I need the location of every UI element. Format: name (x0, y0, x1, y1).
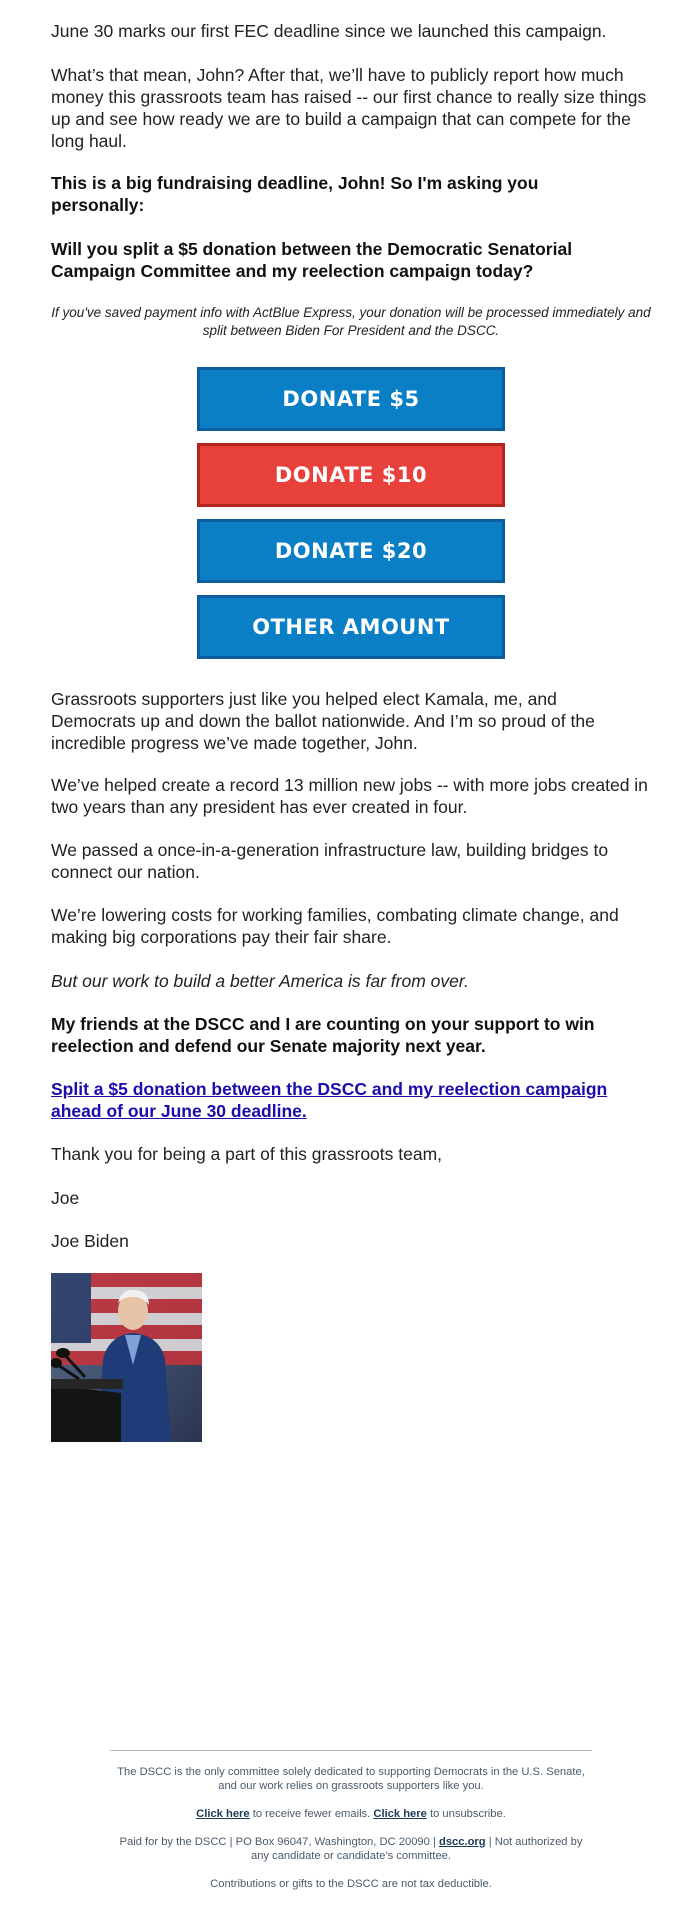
footer-tax-note: Contributions or gifts to the DSCC are not tax deductible. (210, 1878, 492, 1890)
signature-full-name: Joe Biden (51, 1231, 129, 1251)
counting-on-support-paragraph: My friends at the DSCC and I are counting on your support to win reelection and defend our Senate majority next year. (51, 1014, 595, 1056)
grassroots-paragraph: Grassroots supporters just like you helped elect Kamala, me, and Democrats up and down the ballot nationwide. And I’m so proud of the incredible progress we’ve made together, John. (51, 689, 595, 753)
fewer-emails-text: to receive fewer emails. (249, 1808, 374, 1820)
intro-paragraph: June 30 marks our first FEC deadline since we launched this campaign. (51, 21, 607, 41)
actblue-express-note: If you've saved payment info with ActBlue Express, your donation will be processed immediately and split between Biden For President and the DSCC. (51, 305, 651, 338)
not-authorized-text: | Not authorized by any candidate or candidate’s committee. (250, 1836, 583, 1862)
split-donation-link[interactable]: Split a $5 donation between the DSCC and my reelection campaign ahead of our June 30 deadline. (51, 1079, 608, 1121)
big-deadline-heading: This is a big fundraising deadline, John! So I'm asking you personally: (51, 173, 539, 215)
footer-paid-for (110, 1835, 592, 1863)
infrastructure-paragraph: We passed a once-in-a-generation infrastructure law, building bridges to connect our nation. (51, 840, 609, 882)
donation-ask-heading: Will you split a $5 donation between the Democratic Senatorial Campaign Committee and my reelection campaign today? (51, 239, 573, 281)
jobs-paragraph: We’ve helped create a record 13 million new jobs -- with more jobs created in two years than any president has ever created in four. (51, 775, 648, 817)
thanks-paragraph: Thank you for being a part of this grassroots team, (51, 1144, 443, 1164)
donate-10-button[interactable]: DONATE $10 (197, 443, 505, 507)
footer-email-preferences (110, 1807, 592, 1821)
deadline-explanation-paragraph: What’s that mean, John? After that, we’ll have to publicly report how much money this grassroots team has raised -- our first chance to really size things up and see how ready we are to build a campaign that can compete for the long haul. (51, 65, 647, 151)
signature-first-name: Joe (51, 1188, 80, 1208)
joe-biden-photo (51, 1273, 202, 1442)
other-amount-button[interactable]: OTHER AMOUNT (197, 595, 505, 659)
donate-20-button[interactable]: DONATE $20 (197, 519, 505, 583)
unsubscribe-link[interactable]: Click here (373, 1808, 427, 1820)
dscc-link[interactable]: dscc.org (438, 1836, 486, 1848)
fewer-emails-link[interactable]: Click here (196, 1808, 250, 1820)
footer (110, 1750, 592, 1891)
donate-5-button[interactable]: DONATE $5 (197, 367, 505, 431)
footer-mission: The DSCC is the only committee solely dedicated to supporting Democrats in the U.S. Senate, and our work relies on grassroots supporters like you. (117, 1766, 585, 1792)
paid-for-text: Paid for by the DSCC | PO Box 96047, Washington, DC 20090 | (119, 1836, 439, 1848)
costs-paragraph: We’re lowering costs for working families, combating climate change, and making big corporations pay their fair share. (51, 905, 619, 947)
unsubscribe-text: to unsubscribe. (426, 1808, 506, 1820)
donation-link-paragraph (51, 1078, 651, 1122)
work-not-over-paragraph: But our work to build a better America is far from over. (51, 971, 469, 991)
